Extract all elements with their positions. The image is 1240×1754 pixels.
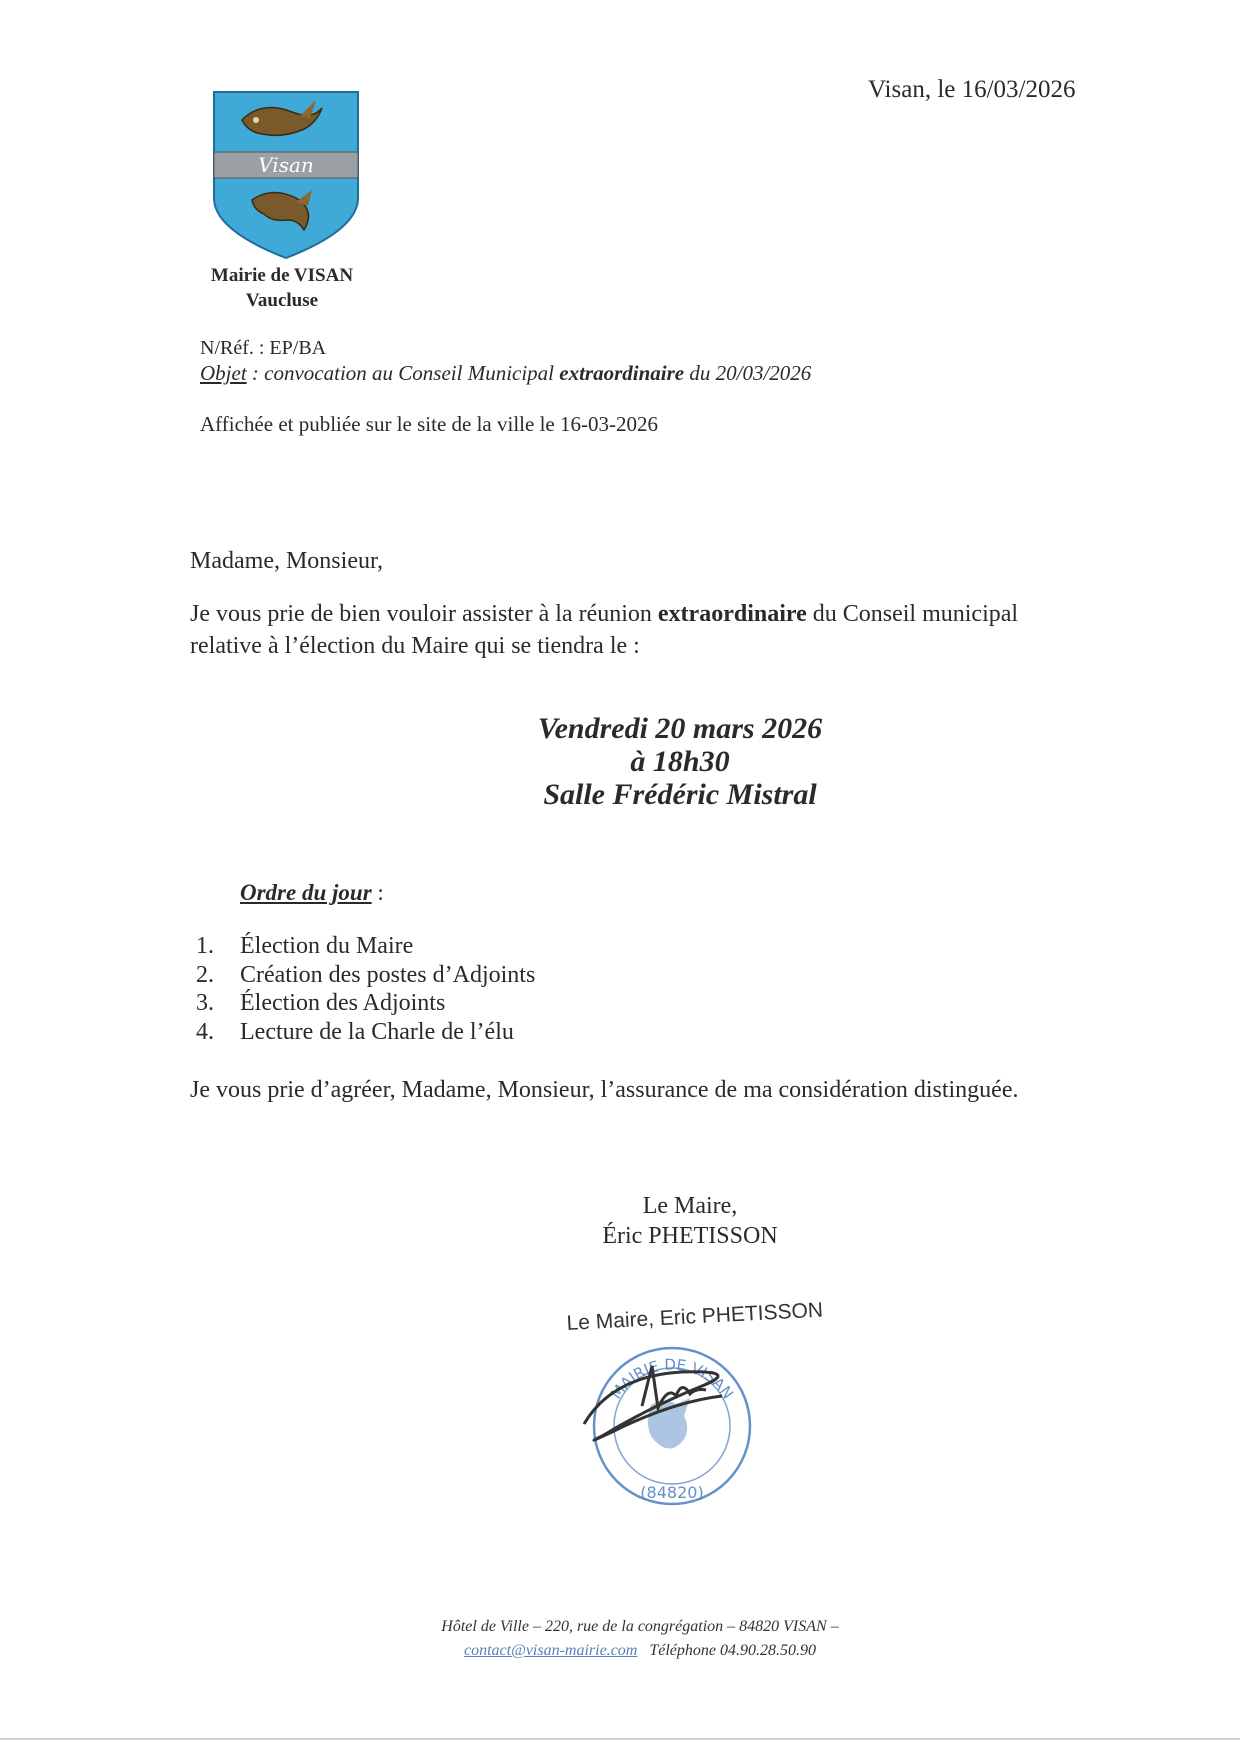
footer-contact <box>360 1639 920 1663</box>
meeting-day: Vendredi 20 mars 2026 <box>537 712 823 745</box>
agenda-item-text: Lecture de la Charle de l’élu <box>240 1018 514 1045</box>
agenda-title-colon: : <box>371 880 384 905</box>
footer-phone: Téléphone 04.90.28.50.90 <box>649 1642 816 1659</box>
signature-name: Éric PHETISSON <box>602 1223 778 1249</box>
para-bold: extraordinaire <box>657 601 807 627</box>
agenda-item-number: 1. <box>196 933 214 959</box>
invitation-paragraph <box>190 598 1090 662</box>
agenda-item-text: Élection des Adjoints <box>240 990 446 1016</box>
agenda-list <box>190 932 535 1046</box>
visan-crest-logo <box>212 90 360 260</box>
object-post: du 20/03/2026 <box>684 361 812 385</box>
crest-text: Visan <box>258 153 314 177</box>
agenda-item-number: 2. <box>196 961 214 988</box>
published-notice: Affichée et publiée sur le site de la ville le 16-03-2026 <box>200 412 658 436</box>
signature-block <box>560 1191 820 1251</box>
meeting-place: Salle Frédéric Mistral <box>543 778 817 811</box>
closing-sentence: Je vous prie d’agréer, Madame, Monsieur, l’assurance de ma considération distinguée. <box>190 1077 1019 1103</box>
para-pre: Je vous prie de bien vouloir assister à la réunion <box>190 601 658 627</box>
footer-address: Hôtel de Ville – 220, rue de la congrégation – 84820 VISAN – <box>441 1618 839 1635</box>
footer-email[interactable]: contact@visan-mairie.com <box>464 1642 638 1659</box>
meeting-details <box>420 712 940 811</box>
agenda-item <box>190 1018 535 1047</box>
footer <box>360 1615 920 1663</box>
letter-date: Visan, le 16/03/2026 <box>868 76 1076 103</box>
stamp-top-text: MAIRIE DE VISAN <box>607 1355 738 1403</box>
org-name: Mairie de VISAN <box>210 265 354 286</box>
agenda-title-text: Ordre du jour <box>240 880 372 905</box>
agenda-item <box>190 932 535 961</box>
object-line <box>200 361 811 386</box>
organization-block <box>202 263 362 313</box>
agenda-item <box>190 961 535 990</box>
agenda-item-number: 4. <box>196 1018 214 1045</box>
org-region: Vaucluse <box>245 290 319 311</box>
agenda-title <box>240 880 384 906</box>
agenda-item-text: Élection du Maire <box>240 933 414 959</box>
para-post: du Conseil municipal relative à l’élection du Maire qui se tiendra le : <box>190 601 1019 659</box>
signature-title: Le Maire, <box>642 1193 738 1219</box>
meeting-time: à 18h30 <box>630 745 730 778</box>
agenda-item <box>190 989 535 1018</box>
scan-edge-line <box>0 1738 1240 1740</box>
agenda-item-text: Création des postes d’Adjoints <box>240 961 536 988</box>
object-pre: : convocation au Conseil Municipal <box>246 361 560 385</box>
agenda-item-number: 3. <box>196 990 214 1016</box>
object-bold: extraordinaire <box>559 361 685 385</box>
stamp-label: Le Maire, Eric PHETISSON <box>566 1298 824 1335</box>
reference-number: N/Réf. : EP/BA <box>200 337 327 359</box>
official-stamp-icon <box>572 1336 772 1508</box>
salutation: Madame, Monsieur, <box>190 548 383 574</box>
object-label: Objet <box>200 361 247 385</box>
stamp-code: (84820) <box>640 1483 704 1502</box>
